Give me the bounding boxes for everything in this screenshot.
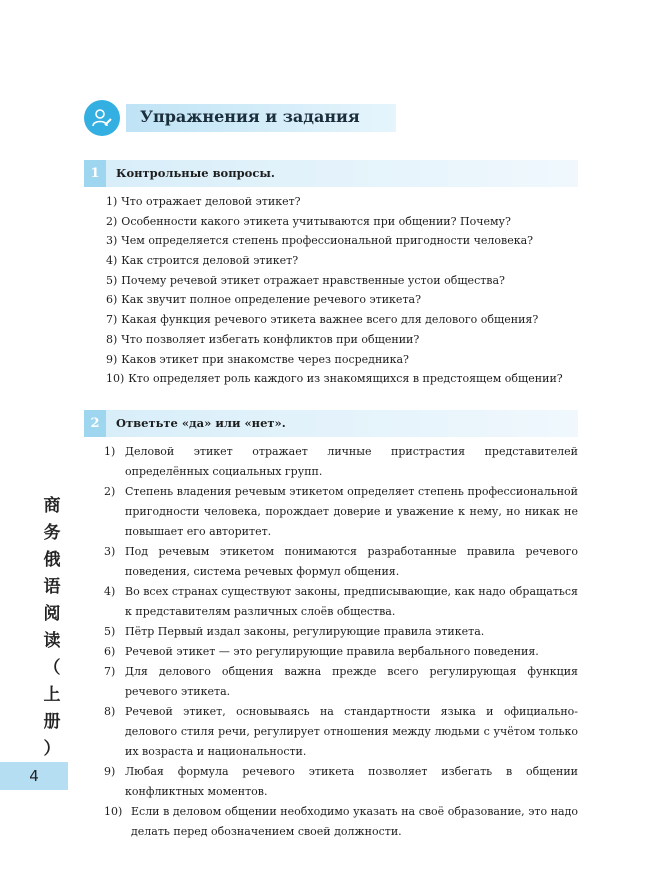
list-item <box>106 330 576 350</box>
list-item <box>104 702 578 762</box>
item-number: 10) <box>106 372 125 386</box>
page-number: 4 <box>29 767 39 785</box>
item-text: Любая формула речевого этикета позволяет избегать в общении конфликтных моментов. <box>125 765 578 798</box>
page-title: Упражнения и задания <box>140 107 360 126</box>
item-text: Что позволяет избегать конфликтов при общении? <box>121 332 420 346</box>
statement-list <box>104 442 578 842</box>
sidebar-char: 册 <box>43 712 61 732</box>
item-text: Степень владения речевым этикетом определяет степень профессиональной пригодности человека, порождает доверие и уважение к нему, но никак не повышает его авторитет. <box>125 485 578 538</box>
item-text: Деловой этикет отражает личные пристрастия представителей определённых социальных групп. <box>125 445 578 478</box>
item-number: 7) <box>106 313 118 327</box>
list-item <box>104 482 578 542</box>
item-text: Для делового общения важна прежде всего регулирующая функция речевого этикета. <box>125 665 578 698</box>
item-text: Во всех странах существуют законы, предписывающие, как надо обращаться к представителям различных слоёв общества. <box>125 585 578 618</box>
item-number: 3) <box>104 545 116 558</box>
list-item <box>106 310 576 330</box>
item-number: 4) <box>106 254 118 268</box>
page-number-box <box>0 762 68 790</box>
list-item <box>104 442 578 482</box>
list-item <box>106 350 576 370</box>
section-number: 2 <box>84 410 106 437</box>
section-title: Контрольные вопросы. <box>116 166 275 180</box>
list-item <box>104 762 578 802</box>
sidebar-char: 语 <box>43 577 61 597</box>
item-text: Речевой этикет, основываясь на стандартности языка и официально-делового стиля речи, регулирует отношения между людьми с учётом только их возраста и национальности. <box>125 705 578 758</box>
book-title-vertical <box>38 493 66 763</box>
item-text: Речевой этикет — это регулирующие правила вербального поведения. <box>125 645 539 658</box>
item-number: 6) <box>104 645 116 658</box>
item-text: Чем определяется степень профессиональной пригодности человека? <box>121 234 534 248</box>
list-item <box>106 290 576 310</box>
item-number: 3) <box>106 234 118 248</box>
sidebar-char: 商 <box>43 496 61 516</box>
list-item <box>104 542 578 582</box>
list-item <box>104 662 578 702</box>
item-text: Как строится деловой этикет? <box>121 254 299 268</box>
sidebar-char: 俄 <box>43 550 61 570</box>
item-text: Кто определяет роль каждого из знакомящихся в предстоящем общении? <box>128 372 563 386</box>
item-number: 2) <box>104 485 116 498</box>
item-number: 8) <box>104 705 116 718</box>
list-item <box>104 802 578 842</box>
item-number: 1) <box>104 445 116 458</box>
item-number: 4) <box>104 585 116 598</box>
item-number: 8) <box>106 332 118 346</box>
item-text: Особенности какого этикета учитываются при общении? Почему? <box>121 214 511 228</box>
list-item <box>104 622 578 642</box>
list-item <box>106 369 576 389</box>
item-number: 9) <box>106 352 118 366</box>
item-text: Под речевым этикетом понимаются разработанные правила речевого поведения, система речевых формул общения. <box>125 545 578 578</box>
section-2-header <box>84 410 578 437</box>
item-text: Какая функция речевого этикета важнее всего для делового общения? <box>121 313 539 327</box>
item-number: 2) <box>106 214 118 228</box>
list-item <box>104 642 578 662</box>
item-text: Что отражает деловой этикет? <box>121 195 301 208</box>
sidebar-char: 务 <box>43 523 61 543</box>
sidebar-char: ） <box>43 739 61 759</box>
section-title: Ответьте «да» или «нет». <box>116 416 286 430</box>
list-item <box>106 251 576 271</box>
section-header <box>84 98 396 138</box>
section-1-header <box>84 160 578 187</box>
item-number: 5) <box>106 273 118 287</box>
item-text: Пётр Первый издал законы, регулирующие правила этикета. <box>125 625 485 638</box>
person-pencil-icon <box>84 100 120 136</box>
item-text: Как звучит полное определение речевого этикета? <box>121 293 421 307</box>
item-number: 5) <box>104 625 116 638</box>
item-number: 7) <box>104 665 116 678</box>
sidebar-char: 读 <box>43 631 61 651</box>
sidebar-char: （ <box>43 658 61 678</box>
section-number: 1 <box>84 160 106 187</box>
item-text: Если в деловом общении необходимо указать на своё образование, это надо делать перед обозначением своей должности. <box>131 805 578 838</box>
list-item <box>106 271 576 291</box>
list-item <box>106 212 576 232</box>
item-number: 6) <box>106 293 118 307</box>
item-number: 10) <box>104 805 123 818</box>
item-text: Каков этикет при знакомстве через посредника? <box>121 352 409 366</box>
list-item <box>104 582 578 622</box>
sidebar-char: 阅 <box>43 604 61 624</box>
question-list <box>106 192 576 389</box>
item-number: 1) <box>106 195 118 208</box>
list-item <box>106 231 576 251</box>
item-text: Почему речевой этикет отражает нравственные устои общества? <box>121 273 505 287</box>
sidebar-char: 上 <box>43 685 61 705</box>
item-number: 9) <box>104 765 116 778</box>
list-item <box>106 192 576 212</box>
